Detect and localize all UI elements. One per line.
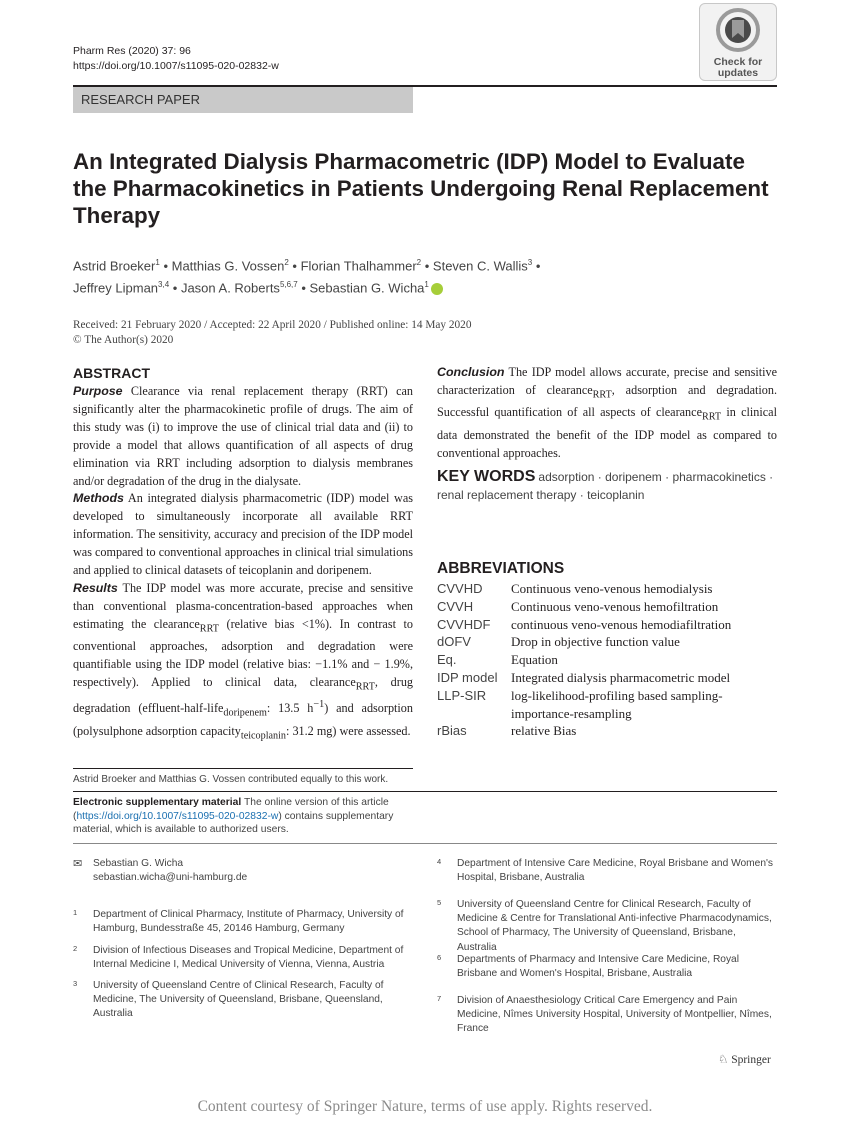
conclusion-paragraph xyxy=(437,364,777,462)
esm-label: Electronic supplementary material xyxy=(73,797,242,808)
bookmark-icon xyxy=(716,8,760,52)
affiliation-text: Departments of Pharmacy and Intensive Care Medicine, Royal Brisbane and Women's Hospital, Brisbane, Australia xyxy=(457,954,739,980)
abbreviations-list xyxy=(437,580,777,740)
affiliation-5 xyxy=(437,898,777,953)
affiliation-text: University of Queensland Centre of Clinical Research, Faculty of Medicine, The University of Queensland, Brisbane, Queensland, Australia xyxy=(93,980,384,1020)
publication-dates xyxy=(73,318,471,348)
abstract-body xyxy=(73,383,413,745)
author-affiliation-ref: 2 xyxy=(416,258,422,267)
author-separator: • xyxy=(169,280,181,296)
results-text-5: ) and adsorption (polysulphone adsorption capacity xyxy=(73,701,413,738)
author-affiliation-ref: 2 xyxy=(284,258,289,267)
abbreviations-heading: ABBREVIATIONS xyxy=(437,560,565,577)
abbreviation-value: continuous veno-venous hemodiafiltration xyxy=(511,616,732,632)
affiliation-number: 2 xyxy=(73,944,78,953)
results-text-2: (relative bias <1%). In contrast to conventional approaches, adsorption and degradation were quantifiable using the IDP model (relative bias: −1.1% and − 1.9%, respectively). Applied to clinical data, clearance xyxy=(73,616,413,689)
purpose-label: Purpose xyxy=(73,384,123,398)
methods-text: An integrated dialysis pharmacometric (IDP) model was developed to simultaneously incorporate all available RRT information. The sensitivity, accuracy and precision of the IDP model was compared to conventional approaches in clinical trial simulations and applied to clinical datasets of teicoplanin and doripenem. xyxy=(73,491,414,578)
abbreviation-value: Integrated dialysis pharmacometric model xyxy=(511,669,731,685)
esm-text-2: ) contains supplementary material, which is available to authorized users. xyxy=(73,810,394,835)
abbreviation-row xyxy=(437,651,777,669)
affiliation-text: Division of Anaesthesiology Critical Care Emergency and Pain Medicine, Nîmes University Hospital, University of Montpellier, Nîmes, France xyxy=(457,995,772,1035)
abbreviation-value: Continuous veno-venous hemodialysis xyxy=(511,581,713,596)
keywords-heading: KEY WORDS xyxy=(437,468,536,485)
abbreviation-key: LLP-SIR xyxy=(437,687,487,703)
abbreviation-value: Continuous veno-venous hemofiltration xyxy=(511,598,719,614)
author-list xyxy=(73,253,773,298)
abbreviation-key: Eq. xyxy=(437,652,457,668)
keywords-block xyxy=(437,468,777,504)
abbreviation-row xyxy=(437,669,777,687)
results-text-3: , drug degradation (effluent-half-life xyxy=(73,674,414,716)
footer-notice: Content courtesy of Springer Nature, terms of use apply. Rights reserved. xyxy=(197,1098,653,1115)
conclusion-label: Conclusion xyxy=(437,365,505,379)
abbreviation-key: CVVH xyxy=(437,598,474,614)
divider xyxy=(73,843,777,844)
divider xyxy=(73,768,413,769)
subscript-rrt: RRT xyxy=(701,411,722,423)
results-paragraph xyxy=(73,580,413,745)
esm-text-1: The online version of this article ( xyxy=(73,797,389,822)
envelope-icon: ✉ xyxy=(73,858,83,870)
check-for-updates-badge[interactable] xyxy=(699,3,777,81)
purpose-text: Clearance via renal replacement therapy (RRT) can significantly alter the pharmacokinetic profile of drugs. The aim of this study was (i) to improve the use of clinical trial data and (ii) to provide a model that allows quantification of all aspects of drug elimination via RRT including adsorption to dialysis membranes and/or degradation of the drug in the dialysate. xyxy=(73,384,413,488)
badge-line-1: Check for xyxy=(713,56,763,68)
affiliation-number: 4 xyxy=(437,857,442,866)
author-name: Jason A. Roberts xyxy=(180,280,280,296)
correspondence-text xyxy=(93,857,247,885)
author-name: Florian Thalhammer xyxy=(300,258,417,274)
methods-label: Methods xyxy=(73,491,124,506)
author-separator: • xyxy=(532,258,541,274)
section-label: RESEARCH PAPER xyxy=(73,87,413,113)
correspondence xyxy=(73,857,413,887)
purpose-paragraph xyxy=(73,383,413,490)
subscript-rrt: RRT xyxy=(199,623,219,635)
affiliation-1 xyxy=(73,908,413,938)
conclusion-text-1: The IDP model allows accurate, precise and sensitive characterization of clearance xyxy=(437,365,777,397)
abbreviation-key: CVVHDF xyxy=(437,616,491,632)
results-text-6: : 31.2 mg) were assessed. xyxy=(286,723,411,738)
author-name: Jeffrey Lipman xyxy=(73,280,159,296)
publisher-logo xyxy=(718,1052,771,1066)
affiliation-2 xyxy=(73,944,413,974)
author-affiliation-ref: 3,4 xyxy=(158,280,170,290)
abbreviation-row xyxy=(437,598,777,616)
affiliation-number: 6 xyxy=(437,953,442,962)
subscript-rrt: RRT xyxy=(592,389,612,401)
badge-line-2: updates xyxy=(717,67,759,79)
abbreviation-key: dOFV xyxy=(437,634,471,650)
article-title: An Integrated Dialysis Pharmacometric (IDP) Model to Evaluate the Pharmacokinetics in Patients Undergoing Renal Replacement Therapy xyxy=(73,149,769,228)
affiliation-number: 7 xyxy=(437,994,442,1003)
abbreviation-value: relative Bias xyxy=(511,723,577,739)
abbreviation-row xyxy=(437,633,777,651)
correspondence-name: Sebastian G. Wicha xyxy=(93,858,184,869)
abstract-heading: ABSTRACT xyxy=(73,365,150,381)
methods-paragraph xyxy=(73,490,413,580)
results-text-1: The IDP model was more accurate, precise and sensitive than conventional plasma-concentration-based approaches when estimating the clearance xyxy=(73,580,414,631)
esm-link[interactable]: https://doi.org/10.1007/s11095-020-02832-w xyxy=(76,810,279,822)
supplementary-note xyxy=(73,796,413,837)
abbreviation-row xyxy=(437,580,777,598)
abbreviation-value: log-likelihood-profiling based sampling-importance-resampling xyxy=(511,687,723,721)
subscript-rrt: RRT xyxy=(355,681,375,693)
equal-contribution-note: Astrid Broeker and Matthias G. Vossen contributed equally to this work. xyxy=(73,774,389,785)
journal-citation xyxy=(73,44,279,74)
abbreviation-value: Equation xyxy=(511,652,558,668)
author-affiliation-ref: 1 xyxy=(155,258,160,267)
affiliation-4 xyxy=(437,857,777,887)
copyright-line: © The Author(s) 2020 xyxy=(73,334,174,346)
conclusion-text-3: in clinical data demonstrated the benefit of the IDP model as compared to conventional approaches. xyxy=(437,405,777,460)
affiliation-7 xyxy=(437,994,777,1035)
publisher-name: Springer xyxy=(731,1054,771,1066)
orcid-icon[interactable] xyxy=(431,283,443,295)
abbreviation-value: Drop in objective function value xyxy=(511,634,680,650)
results-text-4: : 13.5 h xyxy=(266,701,314,716)
affiliation-text: Department of Clinical Pharmacy, Institute of Pharmacy, University of Hamburg, Bundesstraße 45, 20146 Hamburg, Germany xyxy=(93,909,404,935)
abbreviation-key: CVVHD xyxy=(437,581,483,596)
abbreviation-key: rBias xyxy=(437,723,467,739)
author-name: Steven C. Wallis xyxy=(432,258,528,274)
author-name: Sebastian G. Wicha xyxy=(309,280,425,296)
subscript-doripenem: doripenem xyxy=(223,707,267,719)
author-name: Astrid Broeker xyxy=(73,258,156,274)
affiliation-6 xyxy=(437,953,777,983)
abbreviation-row xyxy=(437,687,777,723)
doi-link[interactable]: https://doi.org/10.1007/s11095-020-02832-w xyxy=(73,60,279,72)
author-separator: • xyxy=(288,258,301,274)
affiliation-text: Division of Infectious Diseases and Tropical Medicine, Department of Internal Medicine I, Medical University of Vienna, Vienna, Austria xyxy=(93,945,404,971)
divider xyxy=(73,791,777,792)
author-affiliation-ref: 1 xyxy=(424,280,429,290)
affiliation-3 xyxy=(73,979,413,1023)
affiliation-number: 5 xyxy=(437,898,442,907)
conclusion-block xyxy=(437,364,777,462)
author-name: Matthias G. Vossen xyxy=(171,258,285,274)
author-affiliation-ref: 3 xyxy=(527,258,533,267)
springer-horse-icon: ♘ xyxy=(718,1054,729,1066)
abbreviation-row xyxy=(437,616,777,634)
abbreviation-key: IDP model xyxy=(437,669,498,685)
journal-issue: Pharm Res (2020) 37: 96 xyxy=(73,45,191,57)
abbreviation-row xyxy=(437,722,777,740)
author-separator: • xyxy=(297,280,310,296)
correspondence-email[interactable]: sebastian.wicha@uni-hamburg.de xyxy=(93,872,248,884)
affiliation-text: University of Queensland Centre for Clinical Research, Faculty of Medicine & Centre for Translational Anti-infective Pharmacodynamics, School of Pharmacy, The University of Queensland, Brisbane, Australia xyxy=(457,899,772,953)
affiliation-text: Department of Intensive Care Medicine, Royal Brisbane and Women's Hospital, Brisbane, Australia xyxy=(457,858,774,884)
affiliation-number: 3 xyxy=(73,979,78,988)
results-label: Results xyxy=(73,580,118,595)
subscript-teicoplanin: teicoplanin xyxy=(240,730,287,742)
superscript-inverse: −1 xyxy=(313,699,325,711)
affiliation-number: 1 xyxy=(73,908,78,917)
conclusion-text-2: , adsorption and degradation. Successful quantification of all aspects of clearance xyxy=(437,382,777,420)
author-separator: • xyxy=(421,258,433,274)
author-separator: • xyxy=(159,258,172,274)
dates-line: Received: 21 February 2020 / Accepted: 22 April 2020 / Published online: 14 May 2020 xyxy=(73,319,472,331)
author-affiliation-ref: 5,6,7 xyxy=(279,280,298,290)
keywords-text: adsorption · doripenem · pharmacokinetics · renal replacement therapy · teicoplanin xyxy=(437,470,774,502)
